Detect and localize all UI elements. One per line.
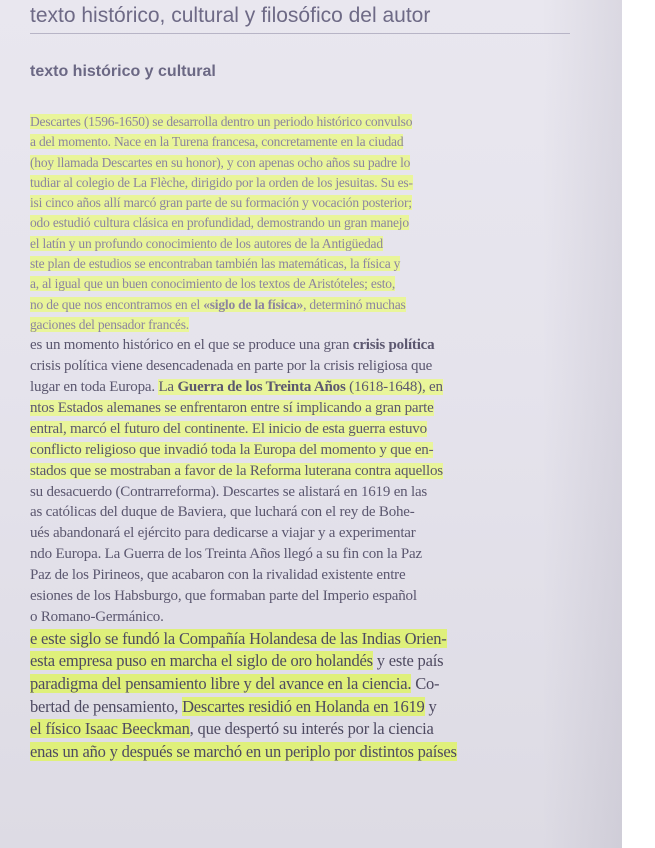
text-line: isi cinco años allí marcó gran parte de su formación y vocación posterior; (30, 195, 412, 211)
text-line: (1618-1648), en (345, 379, 443, 396)
text-line: La (158, 379, 178, 396)
text-line: crisis política viene desencadenada en parte por la crisis religiosa que (30, 358, 433, 375)
text-line: y este país (372, 651, 444, 671)
text-line: Descartes residió en Holanda en 1619 (182, 696, 425, 716)
paragraph-3 (30, 628, 622, 764)
heading-divider (30, 33, 570, 34)
text-line: esta empresa puso en marcha el siglo de oro holandés (30, 651, 373, 671)
paragraph-1 (30, 112, 622, 335)
text-line: enas un año y después se marchó en un periplo por distintos países (30, 741, 457, 761)
text-line: o Romano-Germánico. (30, 608, 164, 625)
text-line: y (424, 696, 437, 716)
text-line: ués abandonará el ejército para dedicarse a viajar y a experimentar (30, 525, 416, 542)
text-line: a del momento. Nace en la Turena francesa, concretamente en la ciudad (30, 134, 404, 150)
subsection-heading: texto histórico y cultural (30, 63, 216, 80)
text-line: a, al igual que un buen conocimiento de los textos de Aristóteles; esto, (30, 276, 396, 292)
text-line: (hoy llamada Descartes en su honor), y con apenas ocho años su padre lo (30, 154, 411, 170)
text-line: as católicas del duque de Baviera, que luchará con el rey de Bohe- (30, 504, 415, 521)
text-line: stados que se mostraban a favor de la Reforma luterana contra aquellos (30, 462, 443, 479)
text-line: ndo Europa. La Guerra de los Treinta Años llegó a su fin con la Paz (30, 546, 422, 563)
text-line: entral, marcó el futuro del continente. (30, 420, 249, 437)
text-line: , determinó muchas (303, 296, 406, 312)
text-line: e este siglo se fundó la Compañía Holandesa de las Indias Orien- (30, 628, 447, 648)
text-line: , que despertó su interés por la ciencia (189, 719, 434, 739)
paragraph-2 (30, 335, 622, 627)
text-line: Co- (411, 673, 440, 693)
text-line: esiones de los Habsburgo, que formaban parte del Imperio español (30, 587, 417, 604)
text-line: bertad de pensamiento, (30, 696, 183, 716)
text-line: es un momento histórico en el que se produce una gran (30, 337, 353, 354)
text-line: paradigma del pensamiento libre y del avance en la ciencia. (30, 673, 412, 693)
section-heading: texto histórico, cultural y filosófico del autor (30, 4, 431, 27)
text-line: no de que nos encontramos en el (30, 296, 204, 312)
text-line: Paz de los Pirineos, que acabaron con la rivalidad existente entre (30, 567, 406, 584)
text-line: Descartes (1596-1650) se desarrolla dentro un periodo histórico convulso (30, 114, 413, 129)
text-line: ntos Estados alemanes se enfrentaron entre sí implicando a gran parte (30, 399, 434, 416)
text-line: odo estudió cultura clásica en profundidad, demostrando un gran manejo (30, 215, 409, 231)
bold-term: crisis política (352, 337, 435, 354)
text-line: lugar en toda Europa. (30, 379, 159, 396)
text-line: gaciones del pensador francés. (30, 316, 189, 332)
text-line: tudiar al colegio de La Flèche, dirigido por la orden de los jesuitas. Su es- (30, 174, 413, 190)
body-text (30, 112, 622, 763)
bold-term: «siglo de la física» (203, 296, 304, 312)
text-line: el latín y un profundo conocimiento de los autores de la Antigüedad (30, 235, 383, 251)
text-line: El inicio de esta guerra estuvo (248, 420, 427, 437)
text-line: ste plan de estudios se encontraban también las matemáticas, la física y (30, 256, 401, 272)
bold-term: Guerra de los Treinta Años (177, 379, 346, 396)
text-line: conflicto religioso que invadió toda la Europa del momento y que en- (30, 441, 434, 458)
text-line: su desacuerdo (Contrarreforma). Descartes se alistará en 1619 en las (30, 483, 428, 500)
text-line: el físico Isaac Beeckman (30, 719, 190, 739)
